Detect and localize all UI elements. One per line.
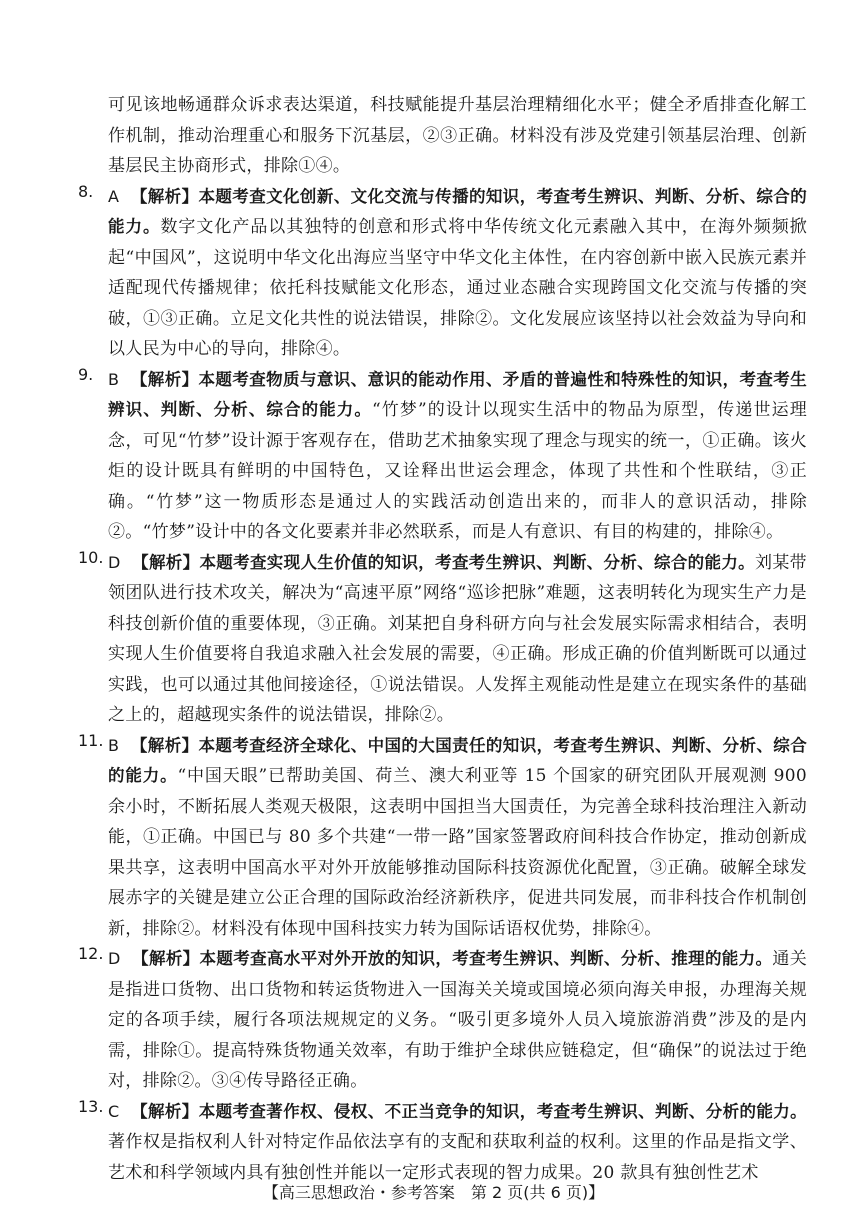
item-text [108,944,807,1097]
answer-item-11 [78,731,807,945]
item-lead: 【解析】本题考查经济全球化、中国的大国责任的知识，考查考生辨识、判断、分析、综合的能力。 [108,735,807,785]
item-lead: 【解析】本题考查物质与意识、意识的能动作用、矛盾的普遍性和特殊性的知识，考查考生辨识、判断、分析、综合的能力。 [108,369,807,419]
item-answer: C [108,1101,120,1121]
item-number: 8. [78,181,94,201]
item-number: 12. [78,944,104,963]
item-text [108,731,807,945]
item-answer: B [108,369,120,389]
item-text [108,182,807,365]
item-text [108,548,807,731]
item-number: 10. [78,547,104,567]
answer-item-12 [78,944,807,1097]
item-body: “中国天眼”已帮助美国、荷兰、澳大利亚等 15 个国家的研究团队开展观测 900 余小时，不断拓展人类观天极限，这表明中国担当大国责任，为完善全球科技治理注入新动能，①正确。中国已与 80 多个共建“一带一路”国家签署政府间科技合作协定，推动创新成果共享，这表明中国高水平对外开放能够推动国际科技资源优化配置，③正确。破解全球发展赤字的关键是建立公正合理的国际政治经济新秩序，促进共同发展，而非科技合作机制创新，排除②。材料没有体现中国科技实力转为国际话语权优势，排除④。 [108,766,808,939]
item-lead: 【解析】本题考查文化创新、文化交流与传播的知识，考查考生辨识、判断、分析、综合的能力。 [108,186,807,236]
item-text [108,1097,807,1189]
item-body: “竹梦”的设计以现实生活中的物品为原型，传递世运理念，可见“竹梦”设计源于客观存在，借助艺术抽象实现了理念与现实的统一，①正确。该火炬的设计既具有鲜明的中国特色，又诠释出世运会理念，体现了共性和个性联结，③正确。“竹梦”这一物质形态是通过人的实践活动创造出来的，而非人的意识活动，排除②。“竹梦”设计中的各文化要素并非必然联系，而是人有意识、有目的构建的，排除④。 [108,400,807,542]
item-lead: 【解析】本题考查实现人生价值的知识，考查考生辨识、判断、分析、综合的能力。 [132,552,756,572]
item-number: 11. [78,730,104,750]
answer-item-10 [78,548,807,731]
answer-item-9 [78,365,807,548]
answer-item-13 [78,1097,807,1189]
item-answer: A [108,186,120,206]
item-body: 通关是指进口货物、出口货物和转运货物进入一国海关关境或国境必须向海关申报，办理海关规定的各项手续，履行各项法规规定的义务。“吸引更多境外人员入境旅游消费”涉及的是内需，排除①。提高特殊货物通关效率，有助于维护全球供应链稳定，但“确保”的说法过于绝对，排除②。③④传导路径正确。 [108,949,807,1091]
page-footer: 【高三思想政治・参考答案 第 2 页(共 6 页)】 [262,1183,605,1202]
item-answer: B [108,735,120,755]
item-text [108,365,807,548]
item-lead: 【解析】本题考查著作权、侵权、不正当竞争的知识，考查考生辨识、判断、分析的能力。 [131,1101,807,1121]
item-body: 著作权是指权利人针对特定作品依法享有的支配和获取利益的权利。这里的作品是指文学、艺术和科学领域内具有独创性并能以一定形式表现的智力成果。20 款具有独创性艺术 [108,1132,807,1183]
item-number: 13. [78,1096,104,1116]
item-lead: 【解析】本题考查高水平对外开放的知识，考查考生辨识、判断、分析、推理的能力。 [132,949,773,968]
answer-item-8 [78,182,807,365]
item-answer: D [108,949,121,968]
item-body: 刘某带领团队进行技术攻关，解决为“高速平原”网络“巡诊把脉”难题，这表明转化为现实生产力是科技创新价值的重要体现，③正确。刘某把自身科研方向与社会发展实际需求相结合，表明实现人生价值要将自我追求融入社会发展的需要，④正确。形成正确的价值判断既可以通过实践，也可以通过其他间接途径，①说法错误。人发挥主观能动性是建立在现实条件的基础之上的，超越现实条件的说法错误，排除②。 [108,552,807,725]
item-number: 9. [78,364,94,384]
item-body: 数字文化产品以其独特的创意和形式将中华传统文化元素融入其中，在海外频频掀起“中国风”，这说明中华文化出海应当坚守中华文化主体性，在内容创新中嵌入民族元素并适配现代传播规律；依托科技赋能文化形态，通过业态融合实现跨国文化交流与传播的突破，①③正确。立足文化共性的说法错误，排除②。文化发展应该坚持以社会效益为导向和以人民为中心的导向，排除④。 [108,217,807,359]
item-answer: D [108,552,121,572]
intro-paragraph: 可见该地畅通群众诉求表达渠道，科技赋能提升基层治理精细化水平；健全矛盾排查化解工作机制，推动治理重心和服务下沉基层，②③正确。材料没有涉及党建引领基层治理、创新基层民主协商形式，排除①④。 [108,95,807,176]
